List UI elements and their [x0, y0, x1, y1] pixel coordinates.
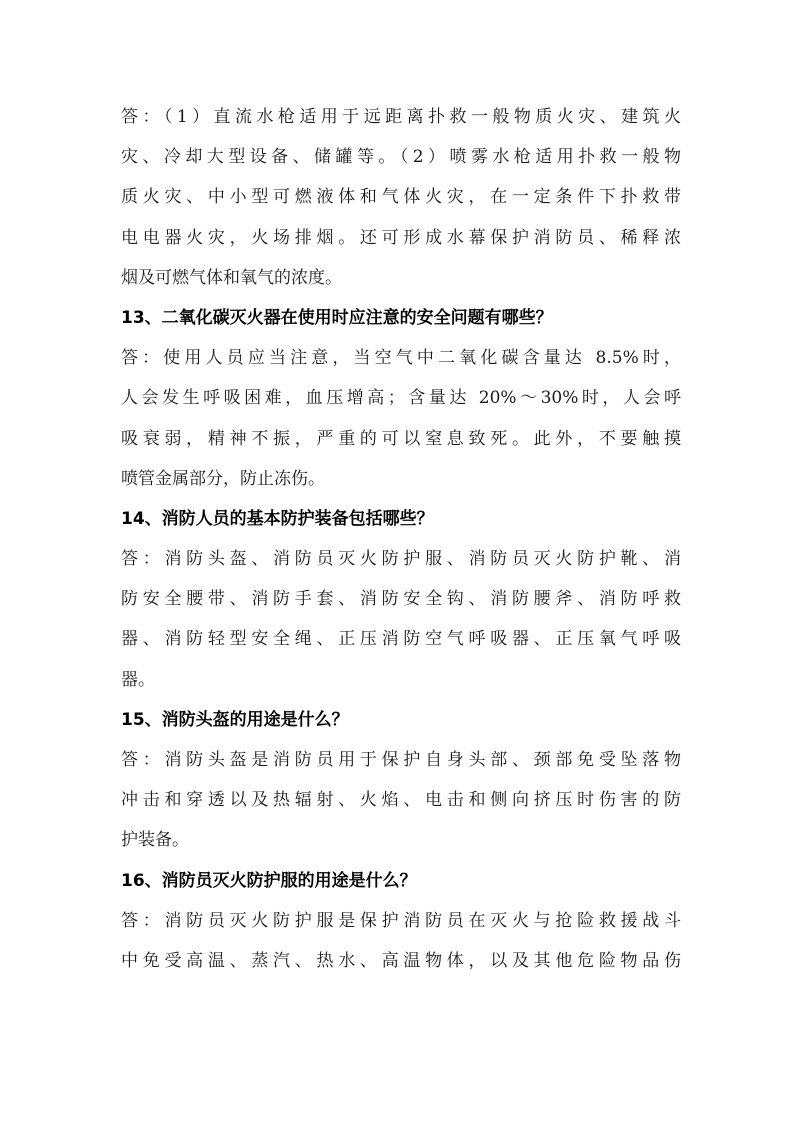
answer-12-line-5: 烟及可燃气体和氧气的浓度。 — [121, 267, 342, 288]
question-14-heading: 14、消防人员的基本防护装备包括哪些？ — [121, 508, 434, 529]
answer-16-line-1: 答：消防员灭火防护服是保护消防员在灭火与抢险救援战斗 — [121, 910, 681, 931]
answer-14-line-1: 答：消防头盔、消防员灭火防护服、消防员灭火防护靴、消 — [121, 549, 681, 570]
answer-13-line-3: 吸衰弱，精神不振，严重的可以窒息致死。此外，不要触摸 — [121, 428, 681, 449]
answer-13-line-4: 喷管金属部分，防止冻伤。 — [121, 468, 325, 489]
answer-15-line-1: 答：消防头盔是消防员用于保护自身头部、颈部免受坠落物 — [121, 750, 681, 770]
answer-15-line-2: 冲击和穿透以及热辐射、火焰、电击和侧向挤压时伤害的防 — [121, 790, 681, 811]
question-13-heading: 13、二氧化碳灭火器在使用时应注意的安全问题有哪些？ — [121, 307, 553, 328]
answer-12-line-1: 答：（1）直流水枪适用于远距离扑救一般物质火灾、建筑火 — [121, 107, 681, 127]
answer-14-line-4: 器。 — [121, 669, 155, 690]
answer-12-line-3: 质火灾、中小型可燃液体和气体火灾，在一定条件下扑救带 — [121, 187, 681, 208]
answer-15-line-3: 护装备。 — [121, 830, 189, 851]
question-16-heading: 16、消防员灭火防护服的用途是什么？ — [121, 870, 417, 891]
answer-12-line-4: 电电器火灾，火场排烟。还可形成水幕保护消防员、稀释浓 — [121, 227, 681, 248]
answer-13-line-2: 人会发生呼吸困难，血压增高；含量达 20%～30%时，人会呼 — [121, 388, 681, 409]
answer-12-line-2: 灾、冷却大型设备、储罐等。（2）喷雾水枪适用扑救一般物 — [121, 147, 681, 168]
answer-14-line-2: 防安全腰带、消防手套、消防安全钩、消防腰斧、消防呼救 — [121, 589, 681, 610]
document-body — [121, 100, 681, 984]
answer-13-line-1: 答：使用人员应当注意，当空气中二氧化碳含量达 8.5%时， — [121, 348, 681, 369]
answer-16-line-2: 中免受高温、蒸汽、热水、高温物体，以及其他危险物品伤 — [121, 950, 681, 971]
answer-14-line-3: 器、消防轻型安全绳、正压消防空气呼吸器、正压氧气呼吸 — [121, 629, 681, 650]
question-15-heading: 15、消防头盔的用途是什么？ — [121, 709, 349, 730]
